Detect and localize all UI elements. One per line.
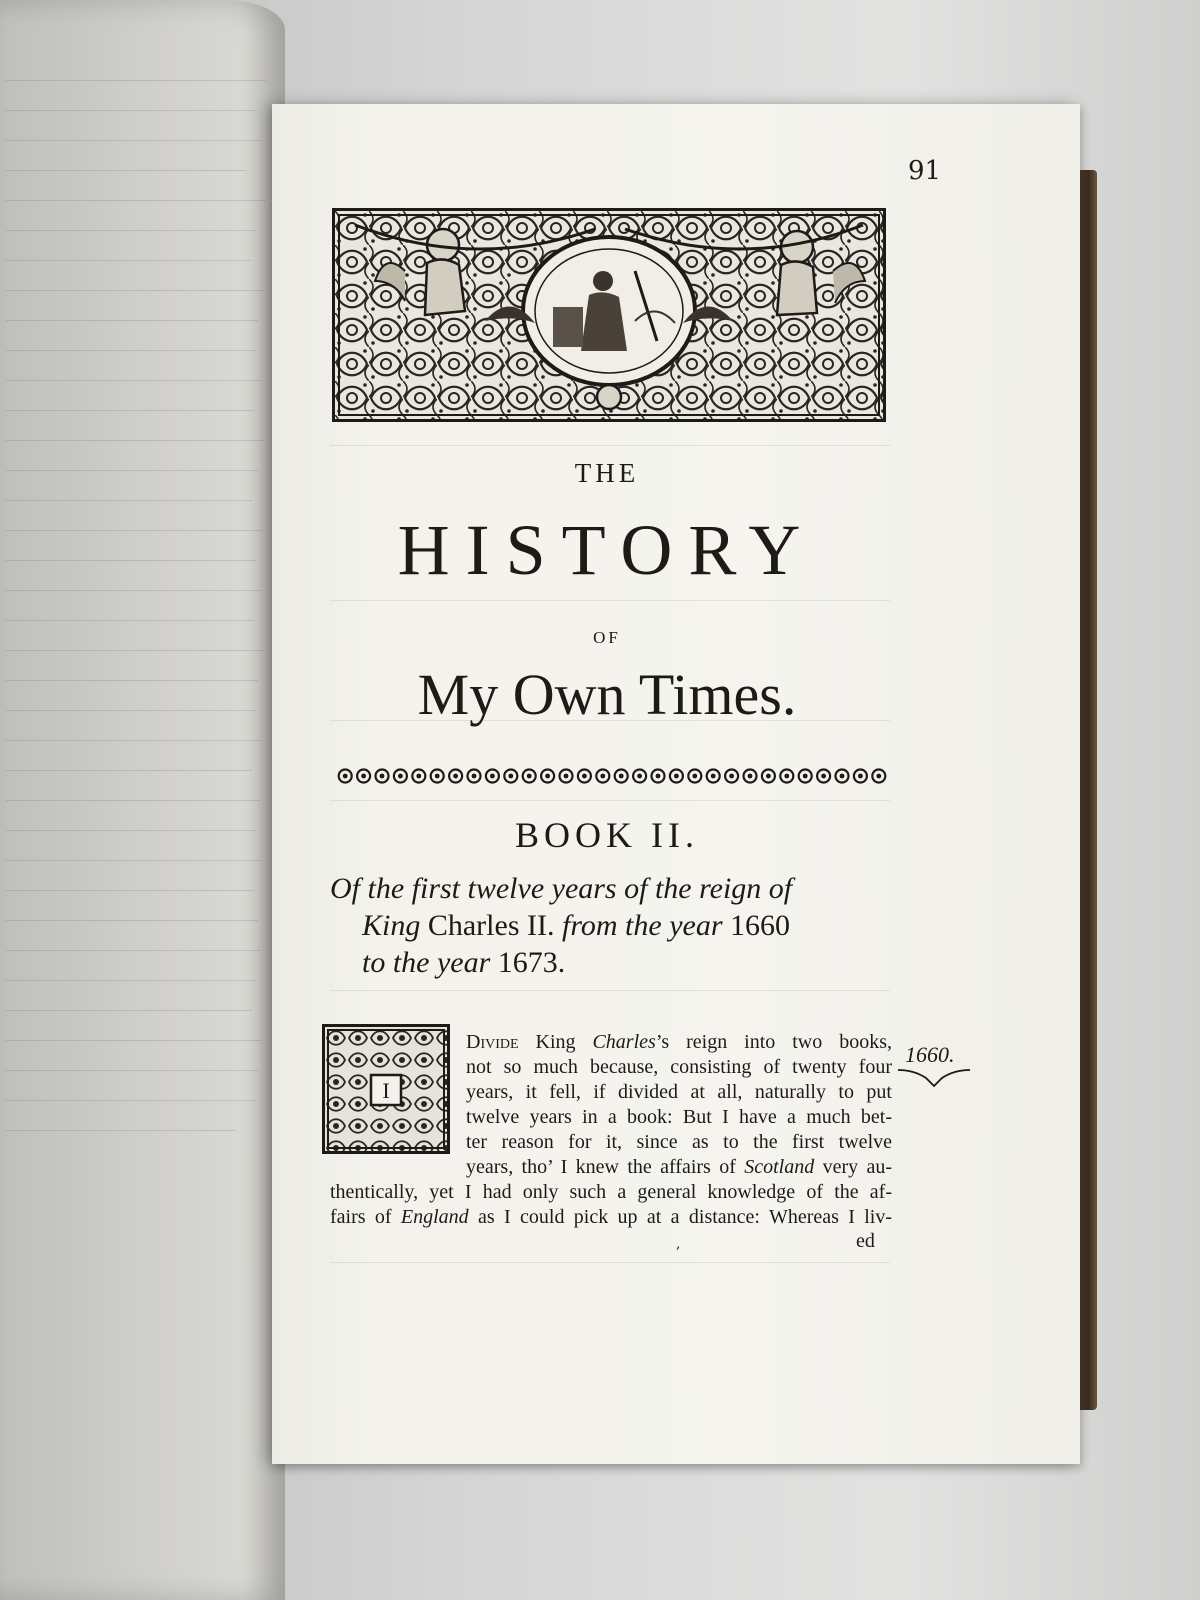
fleuron-center [840,774,845,779]
title-preposition: OF [593,628,621,647]
subtitle-text: Of the first twelve years of the reign of [330,872,793,905]
fleuron-center [821,774,826,779]
fleuron-center [729,774,734,779]
subtitle-text: to the year [362,946,491,979]
fleuron-center [380,774,385,779]
body-line-5: ter reason for it, since as to the first twelve [466,1131,892,1153]
body-text: Scotland [744,1156,815,1178]
body-text: years, tho’ I knew the affairs of [466,1156,745,1178]
left-facing-page [0,0,285,1600]
fleuron-center [527,774,532,779]
body-text: Divide [466,1031,519,1053]
subtitle-text: King [362,909,421,942]
ornamental-drop-cap [322,1024,450,1154]
fleuron-center [692,774,697,779]
fleuron-center [674,774,679,779]
fleuron-center [453,774,458,779]
subtitle-line-3 [362,944,565,981]
margin-brace [896,1066,972,1088]
catchword: ed [856,1230,875,1252]
fleuron-center [711,774,716,779]
body-line-8 [330,1205,892,1230]
fleuron-center [656,774,661,779]
fleuron-center [508,774,513,779]
body-line-7: thentically, yet I had only such a general knowledge of the af- [330,1181,892,1203]
body-text: Charles [592,1031,656,1053]
book-number-heading: BOOK II. [515,815,699,855]
body-text: England [400,1206,469,1228]
headpiece-engraving [335,211,883,419]
body-text: as I could pick up at a distance: Whereas I liv- [468,1206,893,1228]
subtitle-line-1 [330,870,792,907]
subtitle-year: 1673. [490,946,566,979]
drop-cap-engraving [325,1027,447,1151]
subtitle-text: from the year [561,909,723,942]
body-line-6 [466,1155,892,1180]
fleuron-center [637,774,642,779]
fleuron-center [472,774,477,779]
body-text: King [518,1031,593,1053]
fleuron-center [600,774,605,779]
body-line-4: twelve years in a book: But I have a much bet- [466,1106,892,1128]
fleuron-center [361,774,366,779]
fleuron-center [545,774,550,779]
subtitle-text: Charles II. [420,909,562,942]
subtitle-year: 1660 [722,909,791,942]
fleuron-center [564,774,569,779]
fleuron-center [784,774,789,779]
body-line-2: not so much because, consisting of twenty four [466,1056,892,1078]
fleuron-center [858,774,863,779]
margin-note-year: 1660. [905,1042,955,1067]
drop-cap-letter: I [382,1078,390,1103]
body-text: fairs of [330,1206,401,1228]
fleuron-center [490,774,495,779]
body-text: very au- [814,1156,893,1178]
fleuron-center [582,774,587,779]
fleuron-center [416,774,421,779]
page-number: 91 [908,156,942,186]
fleuron-rule [336,766,888,786]
body-line-3: years, it fell, if divided at all, naturally to put [466,1081,892,1103]
body-line-1 [466,1030,892,1055]
fleuron-center [619,774,624,779]
fleuron-center [803,774,808,779]
fleuron-center [343,774,348,779]
fleuron-center [876,774,881,779]
body-text: ’s reign into two books, [655,1031,892,1053]
fleuron-center [398,774,403,779]
subtitle-line-2 [362,907,790,944]
title-subject: My Own Times. [417,662,797,727]
title-main: HISTORY [397,510,817,590]
signature-mark: , [676,1236,681,1252]
title-article: THE [574,458,640,488]
fleuron-center [766,774,771,779]
fleuron-center [748,774,753,779]
fleuron-center [435,774,440,779]
ornamental-headpiece [332,208,886,422]
